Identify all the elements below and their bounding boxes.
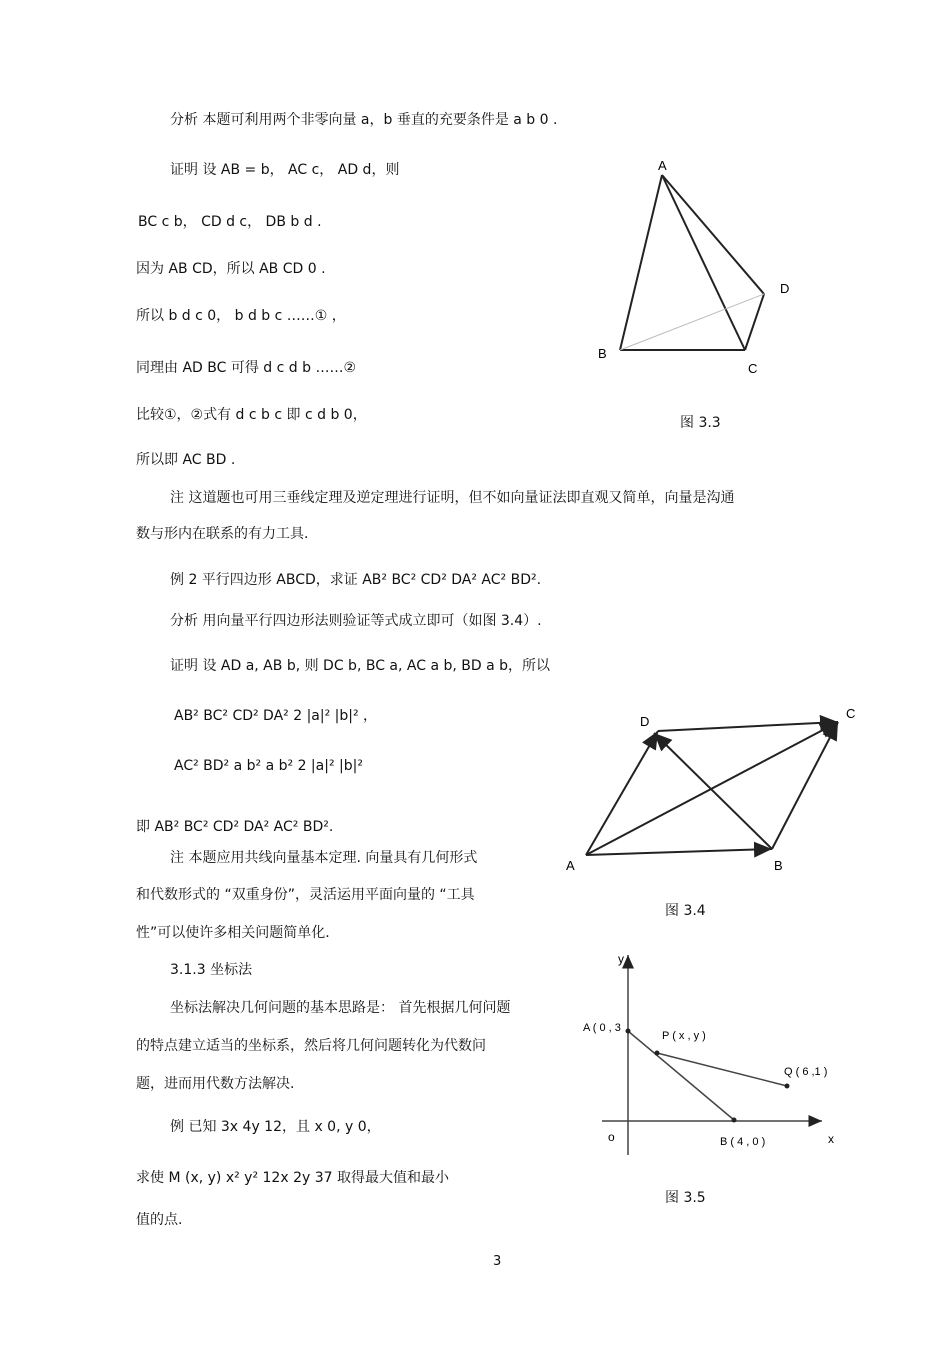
line-coord-3: 题，进而用代数方法解决. — [136, 1076, 295, 1092]
line-proof2-4: 即 AB² BC² CD² DA² AC² BD². — [136, 819, 334, 835]
section-heading: 3.1.3 坐标法 — [170, 962, 253, 978]
fig35-label-b: B ( 4 , 0 ) — [720, 1136, 766, 1148]
fig34-label-d: D — [640, 714, 650, 729]
line-note2-2: 和代数形式的 “双重身份”，灵活运用平面向量的 “工具 — [136, 887, 475, 903]
fig33-label-b: B — [598, 346, 607, 361]
line-example-5: 值的点. — [136, 1212, 183, 1228]
line-proof-6: 比较①，②式有 d c b c 即 c d b 0， — [136, 407, 367, 423]
fig35-caption: 图 3.5 — [665, 1190, 706, 1206]
line-note-1: 注 这道题也可用三垂线定理及逆定理进行证明，但不如向量证法即直观又简单，向量是沟通 — [170, 490, 735, 506]
fig35-label-y: y — [618, 952, 624, 966]
line-proof-4: 所以 b d c 0， b d b c ……① ， — [136, 308, 346, 324]
fig35-label-origin: o — [608, 1130, 615, 1144]
line-note2-1: 注 本题应用共线向量基本定理. 向量具有几何形式 — [170, 850, 478, 866]
line-note-2: 数与形内在联系的有力工具. — [136, 526, 309, 542]
line-proof-1: 证明 设 AB = b， AC c， AD d，则 — [170, 162, 400, 178]
fig34-label-b: B — [774, 858, 783, 873]
line-coord-2: 的特点建立适当的坐标系，然后将几何问题转化为代数问 — [136, 1038, 486, 1054]
line-coord-1: 坐标法解决几何问题的基本思路是： 首先根据几何问题 — [170, 1000, 511, 1016]
line-analysis-1: 分析 本题可利用两个非零向量 a，b 垂直的充要条件是 a b 0 . — [170, 112, 558, 128]
fig35-label-q: Q ( 6 ,1 ) — [784, 1066, 828, 1078]
fig35-label-x: x — [828, 1132, 834, 1146]
line-proof2-1: 证明 设 AD a, AB b, 则 DC b, BC a, AC a b, BD a b，所以 — [170, 658, 551, 674]
line-example-2: 例 2 平行四边形 ABCD，求证 AB² BC² CD² DA² AC² BD². — [170, 572, 542, 588]
fig35-label-a: A ( 0 , 3 — [583, 1022, 621, 1034]
figure-3-4 — [560, 700, 870, 880]
line-example-3: 例 已知 3x 4y 12，且 x 0, y 0， — [170, 1119, 381, 1135]
line-analysis-2: 分析 用向量平行四边形法则验证等式成立即可（如图 3.4）. — [170, 613, 542, 629]
line-proof-2: BC c b， CD d c， DB b d . — [138, 214, 322, 230]
line-note2-3: 性”可以使许多相关问题简单化. — [136, 925, 330, 941]
line-example-4: 求使 M (x, y) x² y² 12x 2y 37 取得最大值和最小 — [136, 1170, 449, 1186]
fig33-label-c: C — [748, 361, 758, 376]
fig33-label-d: D — [780, 281, 790, 296]
figure-3-5 — [580, 945, 850, 1160]
fig33-caption: 图 3.3 — [680, 415, 721, 431]
figure-3-3 — [590, 150, 810, 390]
fig33-label-a: A — [658, 158, 667, 173]
fig35-label-p: P ( x , y ) — [662, 1030, 706, 1042]
fig34-label-c: C — [846, 706, 856, 721]
line-proof2-2: AB² BC² CD² DA² 2 |a|² |b|² ， — [174, 708, 378, 724]
line-proof-7: 所以即 AC BD . — [136, 452, 236, 468]
line-proof2-3: AC² BD² a b² a b² 2 |a|² |b|² — [174, 758, 363, 774]
fig34-caption: 图 3.4 — [665, 903, 706, 919]
fig34-label-a: A — [566, 858, 575, 873]
line-proof-5: 同理由 AD BC 可得 d c d b ……② — [136, 360, 357, 376]
line-proof-3: 因为 AB CD，所以 AB CD 0 . — [136, 261, 326, 277]
page-number: 3 — [493, 1254, 502, 1269]
